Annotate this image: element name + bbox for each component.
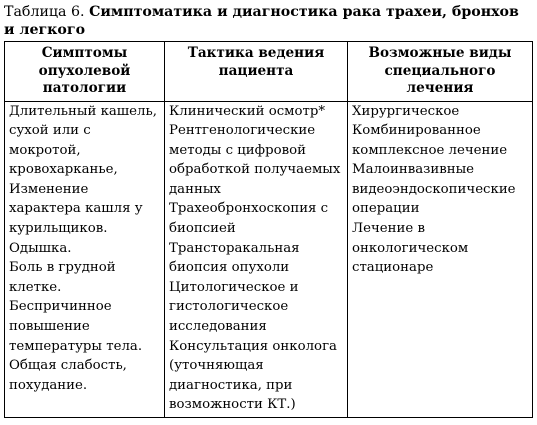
symptom-item: Общая слабость, похудание. — [9, 358, 127, 393]
tactics-cell — [165, 101, 348, 418]
treatment-cell — [348, 101, 533, 418]
header-management-tactics: Тактика ведения пациента — [165, 42, 348, 102]
symptom-item: Боль в грудной клетке. — [9, 260, 116, 295]
table-caption — [4, 3, 532, 39]
tactic-item: Трансторакальная биопсия опухоли — [169, 240, 300, 276]
tactic-item: Консультация онколога (уточняющая диагностика, при возможности КТ.) — [169, 338, 337, 413]
treatment-item: Хирургическое — [352, 103, 460, 119]
symptom-item: Изменение характера кашля у курильщиков. — [9, 181, 143, 237]
symptoms-cell — [5, 101, 165, 418]
tactic-item: Рентгенологические методы с цифровой обработкой получаемых данных — [169, 123, 341, 197]
symptom-item: Одышка. — [9, 240, 72, 256]
table-header-row — [5, 42, 533, 102]
treatment-item: Малоинвазивные видеоэндоскопические операции — [352, 162, 516, 217]
header-symptoms: Симптомы опухолевой патологии — [5, 42, 165, 102]
tactic-item: Клинический осмотр* — [169, 103, 326, 119]
treatment-item: Комбинированное комплексное лечение — [352, 123, 508, 158]
tactic-item: Цитологическое и гистологическое исследования — [169, 279, 299, 335]
symptom-item: Длительный кашель, сухой или с мокротой, кровохарканье, — [9, 103, 157, 178]
header-special-treatment: Возможные виды специального лечения — [348, 42, 533, 102]
table-caption-title: Симптоматика и диагностика рака трахеи, бронхов и легкого — [4, 4, 519, 38]
table-caption-prefix: Таблица 6. — [4, 4, 90, 20]
treatment-item: Лечение в онкологическом стационаре — [352, 221, 469, 276]
table-row — [5, 101, 533, 418]
symptoms-diagnosis-table — [4, 41, 533, 418]
symptom-item: Беспричинное повышение температуры тела. — [9, 299, 143, 354]
tactic-item: Трахеобронхоскопия с биопсией — [169, 201, 329, 237]
